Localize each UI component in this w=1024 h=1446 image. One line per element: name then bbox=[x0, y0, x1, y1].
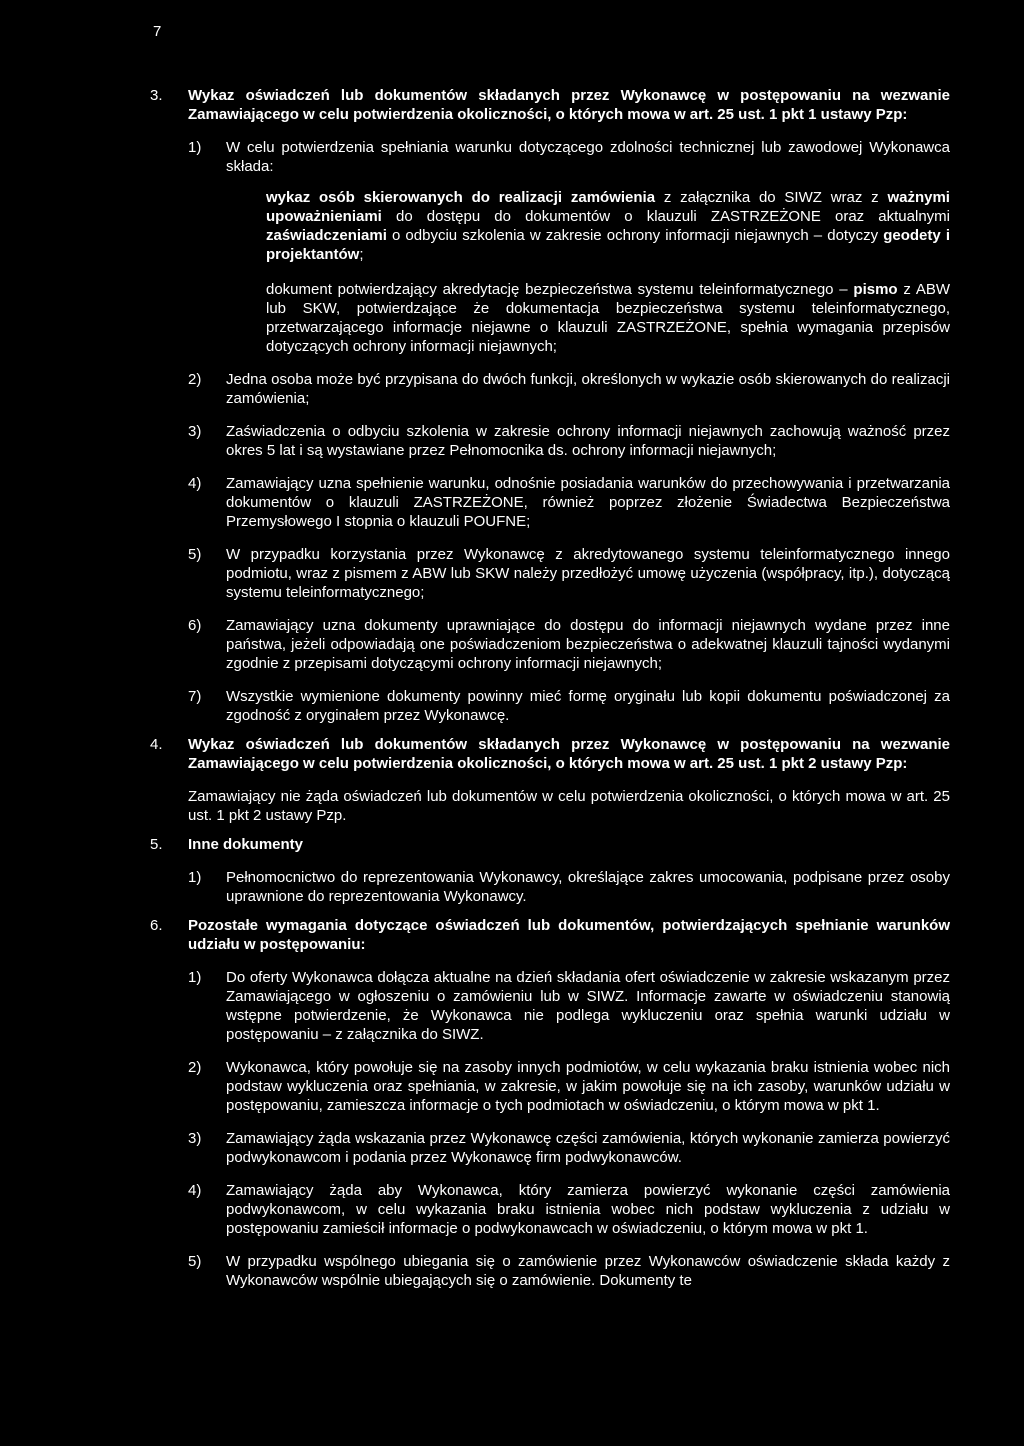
item-number: 3) bbox=[188, 423, 202, 440]
text-span: z załącznika do SIWZ wraz z bbox=[655, 189, 888, 206]
section-number: 6. bbox=[150, 917, 163, 934]
list-item bbox=[188, 1129, 950, 1167]
text-span: do dostępu do dokumentów o klauzuli ZASTRZEŻONE oraz aktualnymi bbox=[381, 208, 950, 225]
item-text: Zamawiający uzna dokumenty uprawniające do dostępu do informacji niejawnych wydane przez inne państwa, jeżeli odpowiadają one poświadczeniom bezpieczeństwa o adekwatnej klauzuli tajności wydanymi zgodnie z przepisami dotyczącymi ochrony informacji niejawnych; bbox=[226, 617, 950, 672]
section-title: Wykaz oświadczeń lub dokumentów składanych przez Wykonawcę w postępowaniu na wezwanie Zamawiającego w celu potwierdzenia okoliczności, o których mowa w art. 25 ust. 1 pkt 2 ustawy Pzp: bbox=[188, 736, 950, 772]
item-text: Wykonawca, który powołuje się na zasoby innych podmiotów, w celu wykazania braku istnienia wobec nich podstaw wykluczenia oraz spełniania, w zakresie, w jakim powołuje się na ich zasoby, warunków udziału w postępowaniu, zamieszcza informacje o tych podmiotach w oświadczeniu, o którym mowa w pkt 1. bbox=[226, 1059, 950, 1114]
item-number: 5) bbox=[188, 1253, 202, 1270]
item-text: W celu potwierdzenia spełniania warunku dotyczącego zdolności technicznej lub zawodowej Wykonawca składa: bbox=[226, 139, 950, 175]
list-item bbox=[188, 687, 950, 725]
item-number: 5) bbox=[188, 546, 202, 563]
document-body bbox=[150, 86, 950, 1300]
item-text: Zamawiający żąda aby Wykonawca, który zamierza powierzyć wykonanie części zamówienia podwykonawcom, w celu wykazania braku istnienia wobec nich podstaw wykluczenia z udziału w postępowaniu zamieścił informacje o podwykonawcach w oświadczeniu, o którym mowa w pkt 1. bbox=[226, 1182, 950, 1237]
item-text: W przypadku korzystania przez Wykonawcę z akredytowanego systemu teleinformatycznego innego podmiotu, wraz z pismem z ABW lub SKW należy przedłożyć umowę użyczenia (współpracy, itp.), dotyczącą systemu teleinformatycznego; bbox=[226, 546, 950, 601]
bold-text: pismo bbox=[853, 281, 898, 298]
section-5 bbox=[150, 835, 950, 906]
section-number: 4. bbox=[150, 736, 163, 753]
item-number: 6) bbox=[188, 617, 202, 634]
list-item bbox=[188, 616, 950, 673]
item-text: Jedna osoba może być przypisana do dwóch funkcji, określonych w wykazie osób skierowanych do realizacji zamówienia; bbox=[226, 371, 950, 407]
list-item bbox=[188, 474, 950, 531]
item-number: 1) bbox=[188, 969, 202, 986]
section-3 bbox=[150, 86, 950, 725]
item-text: Wszystkie wymienione dokumenty powinny mieć formę oryginału lub kopii dokumentu poświadczonej za zgodność z oryginałem przez Wykonawcę. bbox=[226, 688, 950, 724]
bold-text: ważnymi upoważnieniami bbox=[266, 189, 950, 225]
list-item bbox=[188, 1181, 950, 1238]
list-item bbox=[188, 968, 950, 1044]
text-span: o odbyciu szkolenia w zakresie ochrony informacji niejawnych – dotyczy bbox=[386, 227, 884, 244]
bold-text: zaświadczeniami bbox=[266, 227, 387, 244]
section-title: Inne dokumenty bbox=[188, 836, 304, 853]
item-number: 2) bbox=[188, 1059, 202, 1076]
item-text: Do oferty Wykonawca dołącza aktualne na dzień składania ofert oświadczenie w zakresie wskazanym przez Zamawiającego w ogłoszeniu o zamówieniu lub w SIWZ. Informacje zawarte w oświadczeniu stanowią wstępne potwierdzenie, że Wykonawca nie podlega wykluczeniu oraz spełnia warunki udziału w postępowaniu – z załącznika do SIWZ. bbox=[226, 969, 950, 1043]
item-number: 1) bbox=[188, 869, 202, 886]
bold-text: geodety i projektantów bbox=[266, 227, 950, 263]
bold-text: wykaz osób skierowanych do realizacji zamówienia bbox=[266, 189, 656, 206]
section-number: 5. bbox=[150, 836, 163, 853]
item-text: Pełnomocnictwo do reprezentowania Wykonawcy, określające zakres umocowania, podpisane przez osoby uprawnione do reprezentowania Wykonawcy. bbox=[226, 869, 950, 905]
item-text: Zamawiający uzna spełnienie warunku, odnośnie posiadania warunków do przechowywania i przetwarzania dokumentów o klauzuli ZASTRZEŻONE, również poprzez złożenie Świadectwa Bezpieczeństwa Przemysłowego I stopnia o klauzuli POUFNE; bbox=[226, 475, 950, 530]
section-text: Zamawiający nie żąda oświadczeń lub dokumentów w celu potwierdzenia okoliczności, o których mowa w art. 25 ust. 1 pkt 2 ustawy Pzp. bbox=[188, 788, 950, 824]
section-4 bbox=[150, 735, 950, 825]
list-item bbox=[188, 1058, 950, 1115]
page-number: 7 bbox=[153, 23, 162, 40]
item-number: 7) bbox=[188, 688, 202, 705]
item-text: Zamawiający żąda wskazania przez Wykonawcę części zamówienia, których wykonanie zamierza powierzyć podwykonawcom i podania przez Wykonawcę firm podwykonawców. bbox=[226, 1130, 950, 1166]
text-span: ; bbox=[359, 246, 364, 263]
item-text: Zaświadczenia o odbyciu szkolenia w zakresie ochrony informacji niejawnych zachowują ważność przez okres 5 lat i są wystawiane przez Pełnomocnika ds. ochrony informacji niejawnych; bbox=[226, 423, 950, 459]
sub-paragraph-accreditation bbox=[266, 280, 950, 356]
list-item bbox=[188, 370, 950, 408]
text-span: dokument potwierdzający akredytację bezpieczeństwa systemu teleinformatycznego – bbox=[266, 281, 854, 298]
item-number: 4) bbox=[188, 1182, 202, 1199]
item-number: 1) bbox=[188, 139, 202, 156]
item-text: W przypadku wspólnego ubiegania się o zamówienie przez Wykonawców oświadczenie składa każdy z Wykonawców wspólnie ubiegających się o zamówienie. Dokumenty te bbox=[226, 1253, 950, 1289]
section-title: Pozostałe wymagania dotyczące oświadczeń lub dokumentów, potwierdzających spełnianie warunków udziału w postępowaniu: bbox=[188, 917, 950, 953]
sub-paragraph-staff-list bbox=[266, 188, 950, 264]
list-item bbox=[188, 545, 950, 602]
item-number: 4) bbox=[188, 475, 202, 492]
list-item bbox=[188, 1252, 950, 1290]
item-number: 3) bbox=[188, 1130, 202, 1147]
list-item bbox=[188, 868, 950, 906]
list-item bbox=[188, 422, 950, 460]
section-title: Wykaz oświadczeń lub dokumentów składanych przez Wykonawcę w postępowaniu na wezwanie Zamawiającego w celu potwierdzenia okoliczności, o których mowa w art. 25 ust. 1 pkt 1 ustawy Pzp: bbox=[188, 87, 950, 123]
text-span: z ABW lub SKW, potwierdzające że dokumentacja bezpieczeństwa systemu teleinformatycznego, przetwarzającego informacje niejawne o klauzuli ZASTRZEŻONE, spełnia wymagania przepisów dotyczących ochrony informacji niejawnych; bbox=[266, 281, 950, 355]
section-number: 3. bbox=[150, 87, 163, 104]
list-item bbox=[188, 138, 950, 356]
section-6 bbox=[150, 916, 950, 1290]
item-number: 2) bbox=[188, 371, 202, 388]
